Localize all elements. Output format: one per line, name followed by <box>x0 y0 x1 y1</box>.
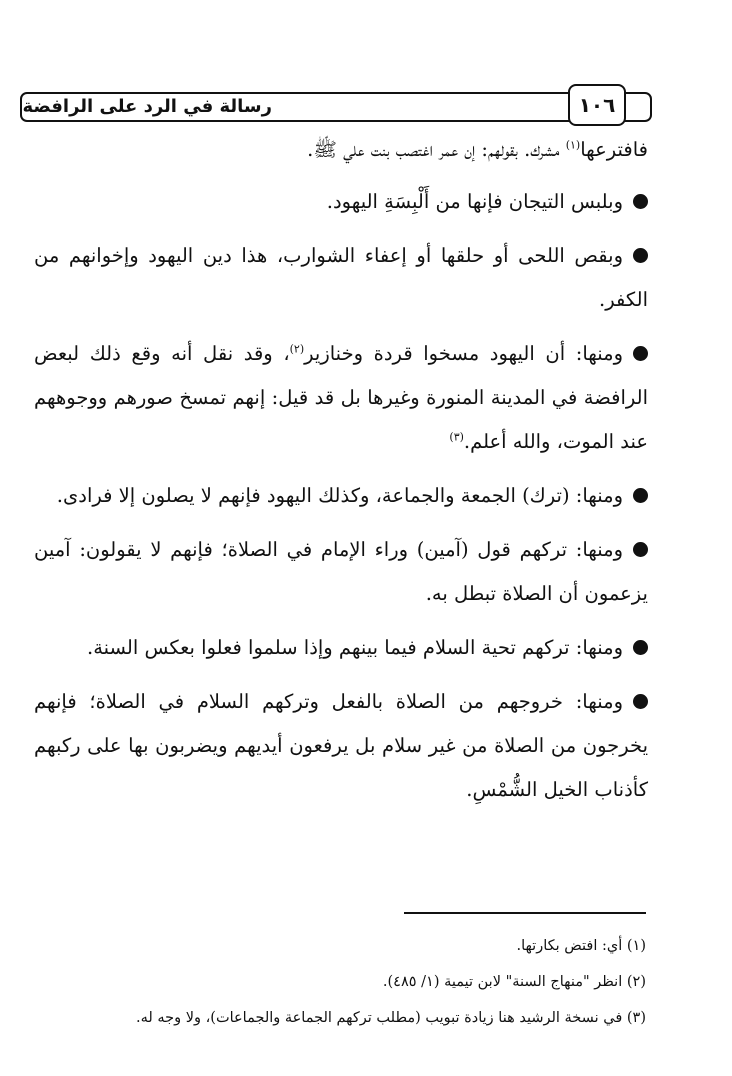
bullet-icon <box>633 194 648 209</box>
main-text <box>34 128 648 822</box>
bullet-paragraph: وبقص اللحى أو حلقها أو إعفاء الشوارب، هذا دين اليهود وإخوانهم من الكفر. <box>34 244 648 311</box>
bullet-icon <box>633 346 648 361</box>
footnote-2: (٢) انظر "منهاج السنة" لابن تيمية (١/ ٤٨٥). <box>382 974 646 990</box>
bullet-paragraph: ومنها: خروجهم من الصلاة بالفعل وتركهم السلام في الصلاة؛ فإنهم يخرجون من الصلاة من غير سلام بل يرفعون أيديهم ويضربون بها على ركبهم كأذناب الخيل الشُّمْسِ. <box>34 690 648 801</box>
bullet-icon <box>633 488 648 503</box>
footnote-ref-2: (٢) <box>289 342 305 356</box>
footnote-divider <box>404 912 646 914</box>
bullet-paragraph: ومنها: تركهم تحية السلام فيما بينهم وإذا سلموا فعلوا بعكس السنة. <box>34 626 648 670</box>
bullet-icon <box>633 542 648 557</box>
bullet-paragraph: وبلبس التيجان فإنها من أَلْبِسَةِ اليهود. <box>34 180 648 224</box>
bullet-paragraph: ومنها: أن اليهود مسخوا قردة وخنازير$^{(٢)}$، وقد نقل أنه وقع ذلك لبعض الرافضة في المدينة المنورة وغيرها بل قد قيل: إنهم تمسخ صورهم ووجوههم عند الموت، والله أعلم.$^{(٣)}$ <box>34 342 648 453</box>
footnote-ref-3: (٣) <box>449 430 464 444</box>
page-number: ١٠٦ <box>568 84 626 126</box>
footnote-ref-1: (١) <box>565 138 581 152</box>
footnote-3: (٣) في نسخة الرشيد هنا زيادة تبويب (مطلب تركهم الجماعة والجماعات)، ولا وجه له. <box>135 1010 646 1026</box>
footnotes <box>60 928 646 1036</box>
bullet-icon <box>633 248 648 263</box>
bullet-icon <box>633 640 648 655</box>
bullet-paragraph: ومنها: تركهم قول (آمين) وراء الإمام في الصلاة؛ فإنهم لا يقولون: آمين يزعمون أن الصلاة تبطل به. <box>34 538 648 605</box>
footnote-1: (١) أي: افتض بكارتها. <box>516 938 646 954</box>
paragraph-0: فافترعها$^{(١)}$ مشرك. بقولهم: إن عمر اغتصب بنت علي ﷺ. <box>307 138 648 161</box>
running-title: رسالة في الرد على الرافضة <box>22 96 272 117</box>
bullet-paragraph: ومنها: (ترك) الجمعة والجماعة، وكذلك اليهود فإنهم لا يصلون إلا فرادى. <box>34 474 648 518</box>
bullet-icon <box>633 694 648 709</box>
